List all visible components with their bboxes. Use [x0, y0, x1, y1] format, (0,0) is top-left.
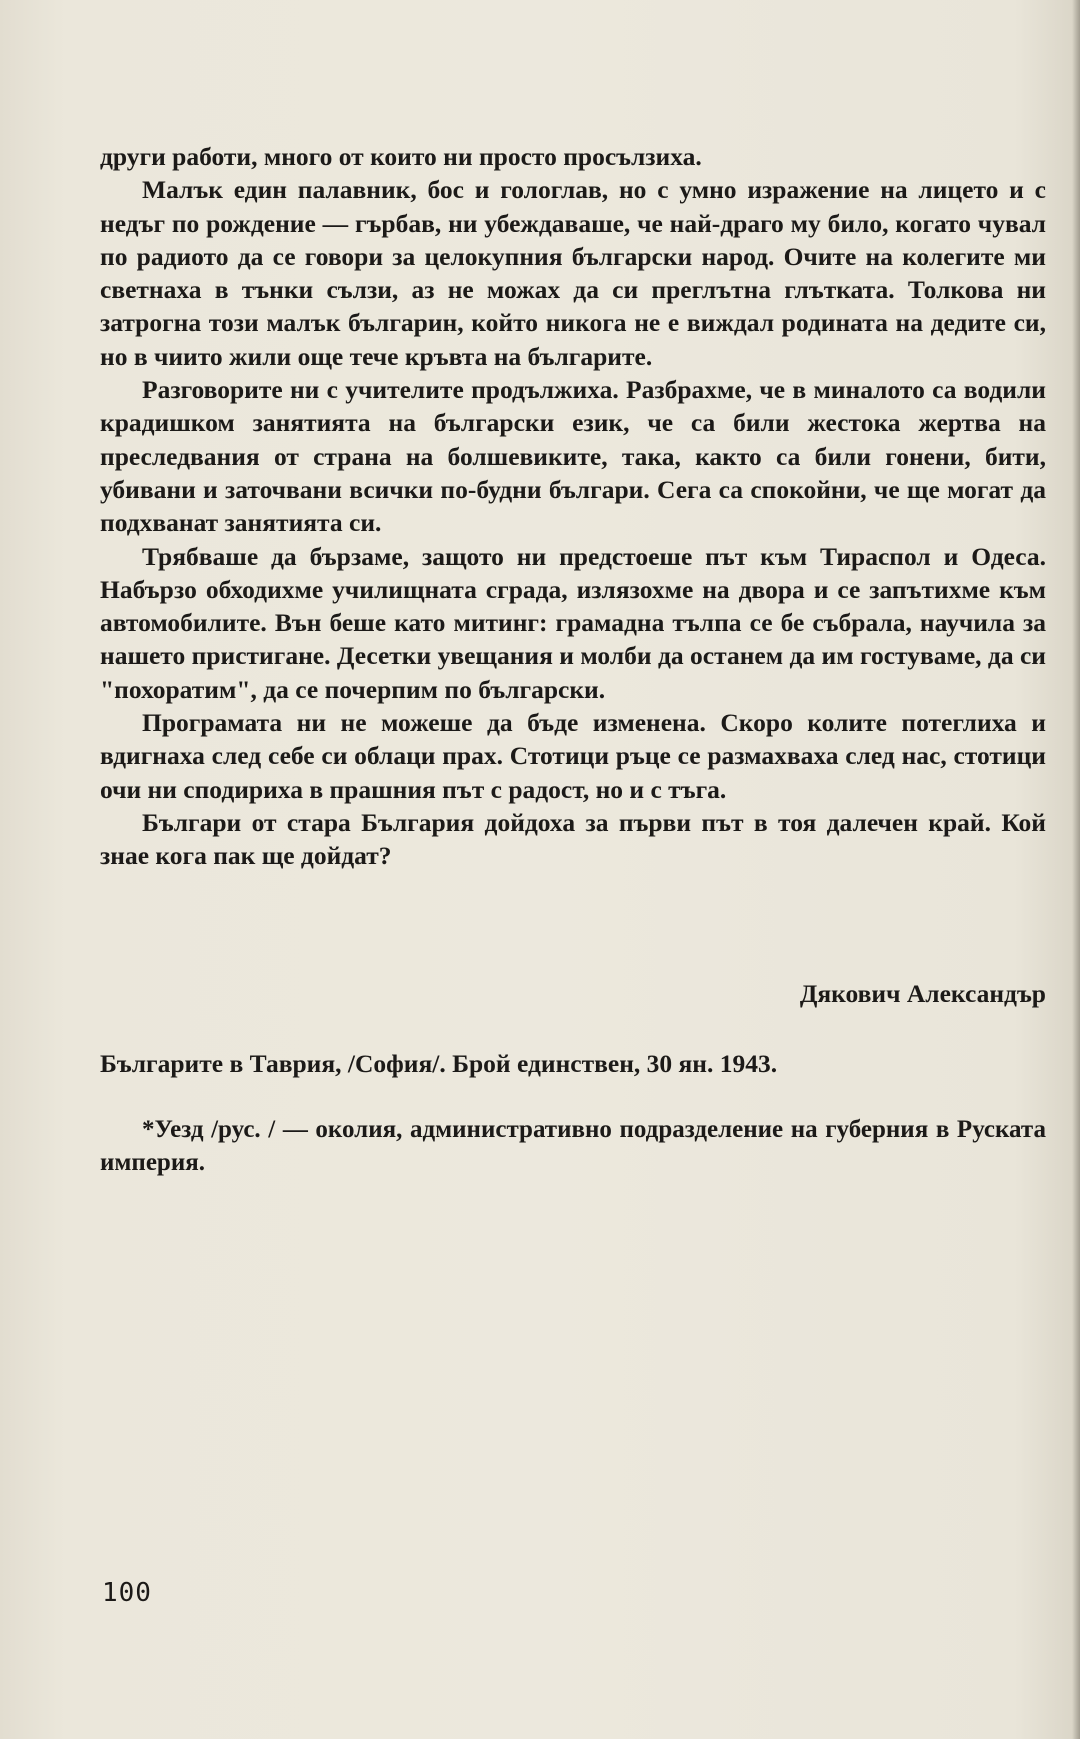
main-text [100, 140, 1046, 873]
paragraph: Малък един палавник, бос и гологлав, но с умно изражение на лицето и с недъг по рождение — гърбав, ни убеждаваше, че най-драго му било, когато чувал по радиото да се говори за целокупния български народ. Очите на колегите ми светнаха в тънки сълзи, аз не можах да си преглътна глътката. Толкова ни затрогна този малък българин, който никога не е виждал родината на дедите си, но в чиито жили още тече кръвта на българите. [100, 175, 1046, 371]
paragraph: Българи от стара България дойдоха за първи път в тоя далечен край. Кой знае кога пак ще дойдат? [100, 807, 1046, 871]
page-number: 100 [102, 1578, 152, 1608]
paragraph: Програмата ни не можеше да бъде изменена. Скоро колите потеглиха и вдигнаха след себе си облаци прах. Стотици ръце се размахваха след нас, стотици очи ни сподириха в прашния път с радост, но и с тъга. [100, 708, 1046, 804]
footnote: *Уезд /рус. / — околия, административно подразделение на губерния в Руската империя. [100, 1116, 1046, 1177]
paragraph: Трябваше да бързаме, защото ни предстоеше път към Тираспол и Одеса. Набързо обходихме училищната сграда, излязохме на двора и се запътихме към автомобилите. Вън беше като митинг: грамадна тълпа се бе събрала, научила за нашето пристигане. Десетки увещания и молби да останем да им гостуваме, да си "похоратим", да се почерпим по български. [100, 541, 1046, 704]
source-citation: Българите в Таврия, /София/. Брой единствен, 30 ян. 1943. [100, 1049, 778, 1078]
paragraph-continuation: други работи, много от които ни просто просълзиха. [100, 142, 702, 171]
paragraph: Разговорите ни с учителите продължиха. Разбрахме, че в миналото са водили крадишком занятията на български език, че са били жестока жертва на преследвания от страна на болшевиките, така, както са били гонени, бити, убивани и заточвани всички по-будни българи. Сега са спокойни, че ще могат да подхванат занятията си. [100, 375, 1046, 538]
author-signature: Дякович Александър [799, 979, 1046, 1008]
